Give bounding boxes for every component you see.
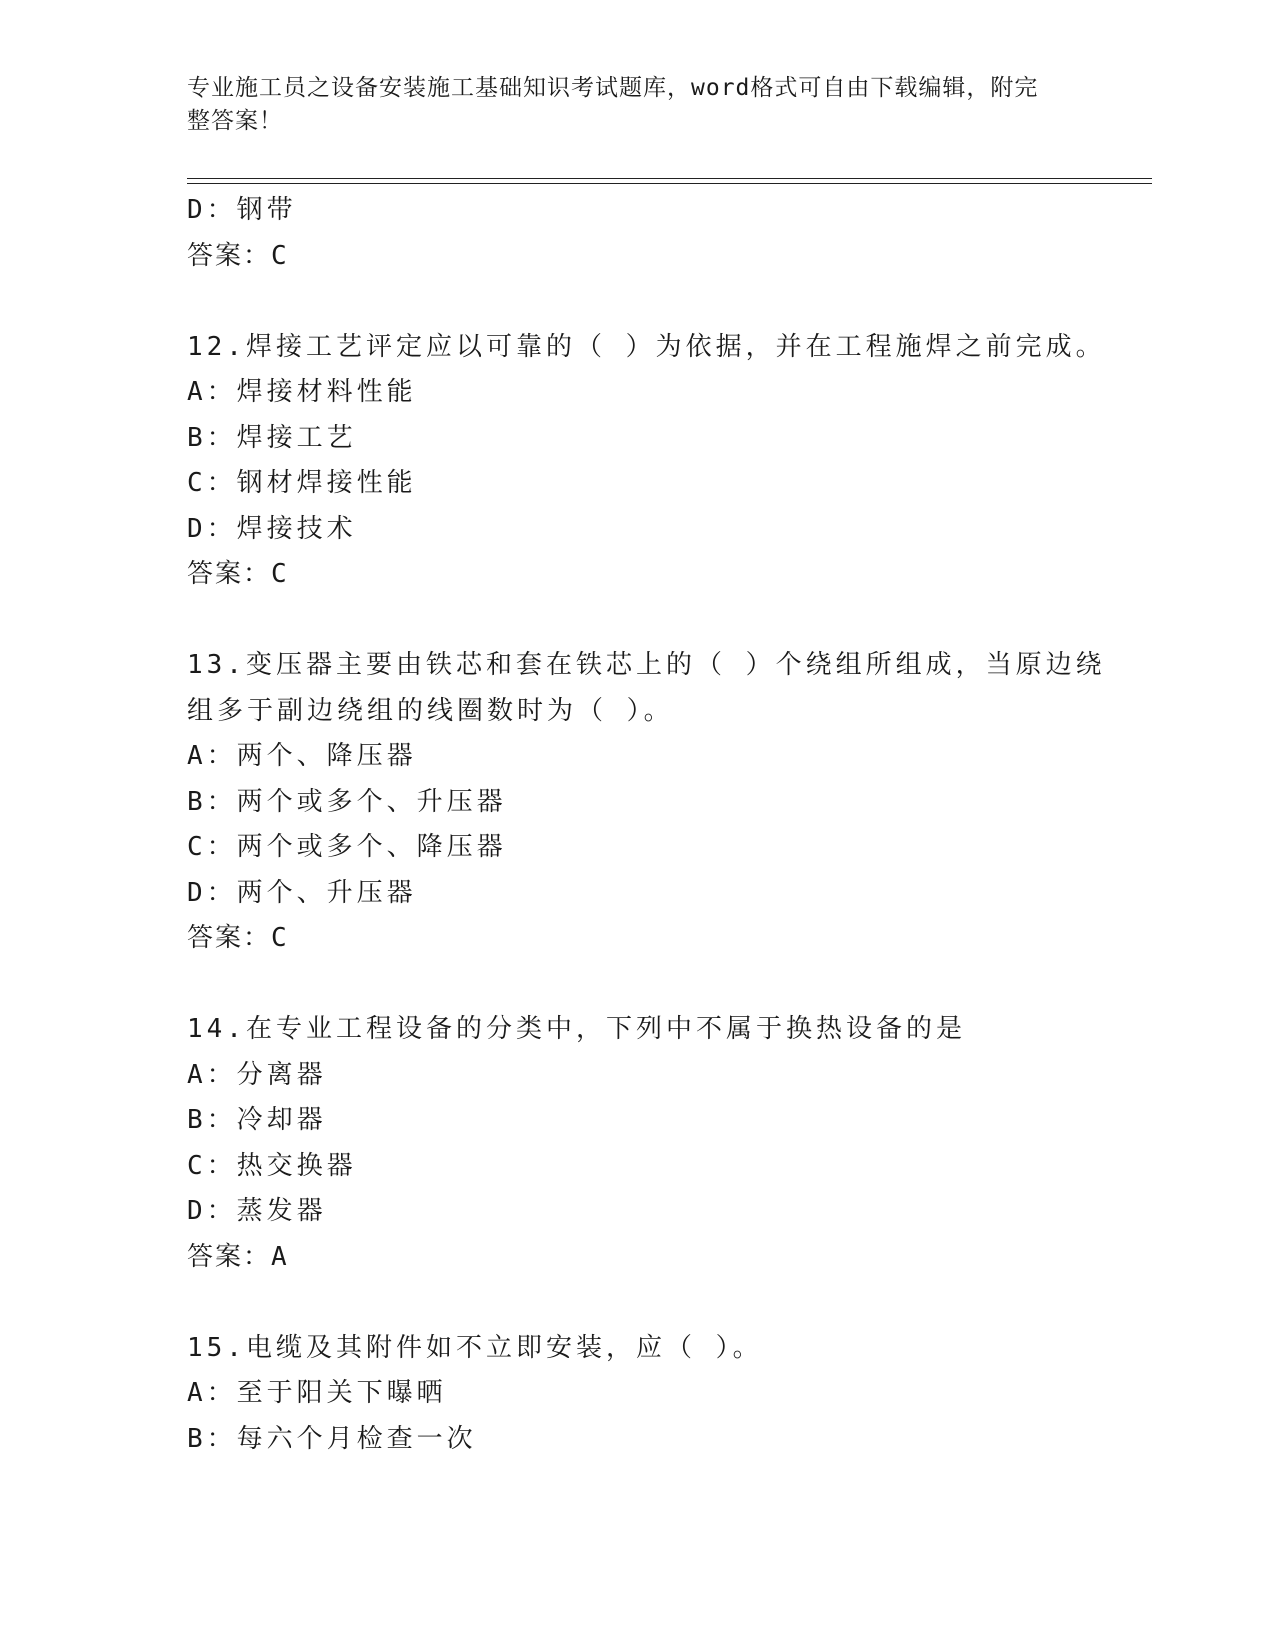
option-a: A：焊接材料性能 bbox=[187, 377, 417, 407]
option-b: B：冷却器 bbox=[187, 1105, 327, 1135]
answer-line bbox=[187, 234, 1087, 280]
spacer bbox=[187, 962, 1087, 1008]
option-d: D：钢带 bbox=[187, 195, 297, 225]
answer-value: C bbox=[271, 559, 289, 589]
option-b: B：每六个月检查一次 bbox=[187, 1423, 477, 1454]
option-b: B：焊接工艺 bbox=[187, 422, 357, 453]
option-a: A：两个、降压器 bbox=[187, 741, 417, 771]
question-15 bbox=[187, 1326, 1087, 1463]
spacer bbox=[187, 279, 1087, 325]
header-line-1: 专业施工员之设备安装施工基础知识考试题库，word格式可自由下载编辑，附完 bbox=[187, 75, 1039, 101]
question-stem: 12.焊接工艺评定应以可靠的（ ）为依据，并在工程施焊之前完成。 bbox=[187, 331, 1106, 362]
spacer bbox=[187, 1280, 1087, 1326]
option-d: D：蒸发器 bbox=[187, 1196, 327, 1226]
document-header bbox=[187, 72, 1067, 138]
option-c: C：两个或多个、降压器 bbox=[187, 832, 507, 862]
question-stem: 13.变压器主要由铁芯和套在铁芯上的（ ）个绕组所组成，当原边绕 bbox=[187, 650, 1106, 680]
option-c: C：热交换器 bbox=[187, 1150, 357, 1181]
answer-label: 答案： bbox=[187, 923, 272, 953]
question-stem: 14.在专业工程设备的分类中，下列中不属于换热设备的是 bbox=[187, 1014, 966, 1044]
answer-label: 答案： bbox=[187, 559, 272, 589]
spacer bbox=[187, 598, 1087, 644]
answer-value: A bbox=[271, 1241, 289, 1272]
question-14 bbox=[187, 1007, 1087, 1280]
option-b: B：两个或多个、升压器 bbox=[187, 786, 507, 817]
option-a: A：分离器 bbox=[187, 1059, 327, 1090]
option-c: C：钢材焊接性能 bbox=[187, 468, 417, 498]
answer-line bbox=[187, 552, 1087, 598]
answer-value: C bbox=[271, 923, 289, 953]
question-content bbox=[187, 188, 1106, 1462]
option-d: D：焊接技术 bbox=[187, 513, 357, 544]
answer-label: 答案： bbox=[187, 240, 272, 271]
answer-line bbox=[187, 1235, 1087, 1281]
answer-line bbox=[187, 916, 1087, 962]
option-d: D：两个、升压器 bbox=[187, 877, 417, 908]
option-a: A：至于阳关下曝晒 bbox=[187, 1378, 447, 1408]
answer-value: C bbox=[271, 240, 289, 271]
answer-label: 答案： bbox=[187, 1241, 272, 1272]
question-stem-continued: 组多于副边绕组的线圈数时为（ ）。 bbox=[187, 695, 674, 726]
question-stem: 15.电缆及其附件如不立即安装，应（ ）。 bbox=[187, 1332, 763, 1363]
header-line-2: 整答案！ bbox=[187, 108, 283, 134]
question-12 bbox=[187, 325, 1106, 598]
header-divider bbox=[187, 178, 1152, 184]
question-13 bbox=[187, 643, 1106, 962]
